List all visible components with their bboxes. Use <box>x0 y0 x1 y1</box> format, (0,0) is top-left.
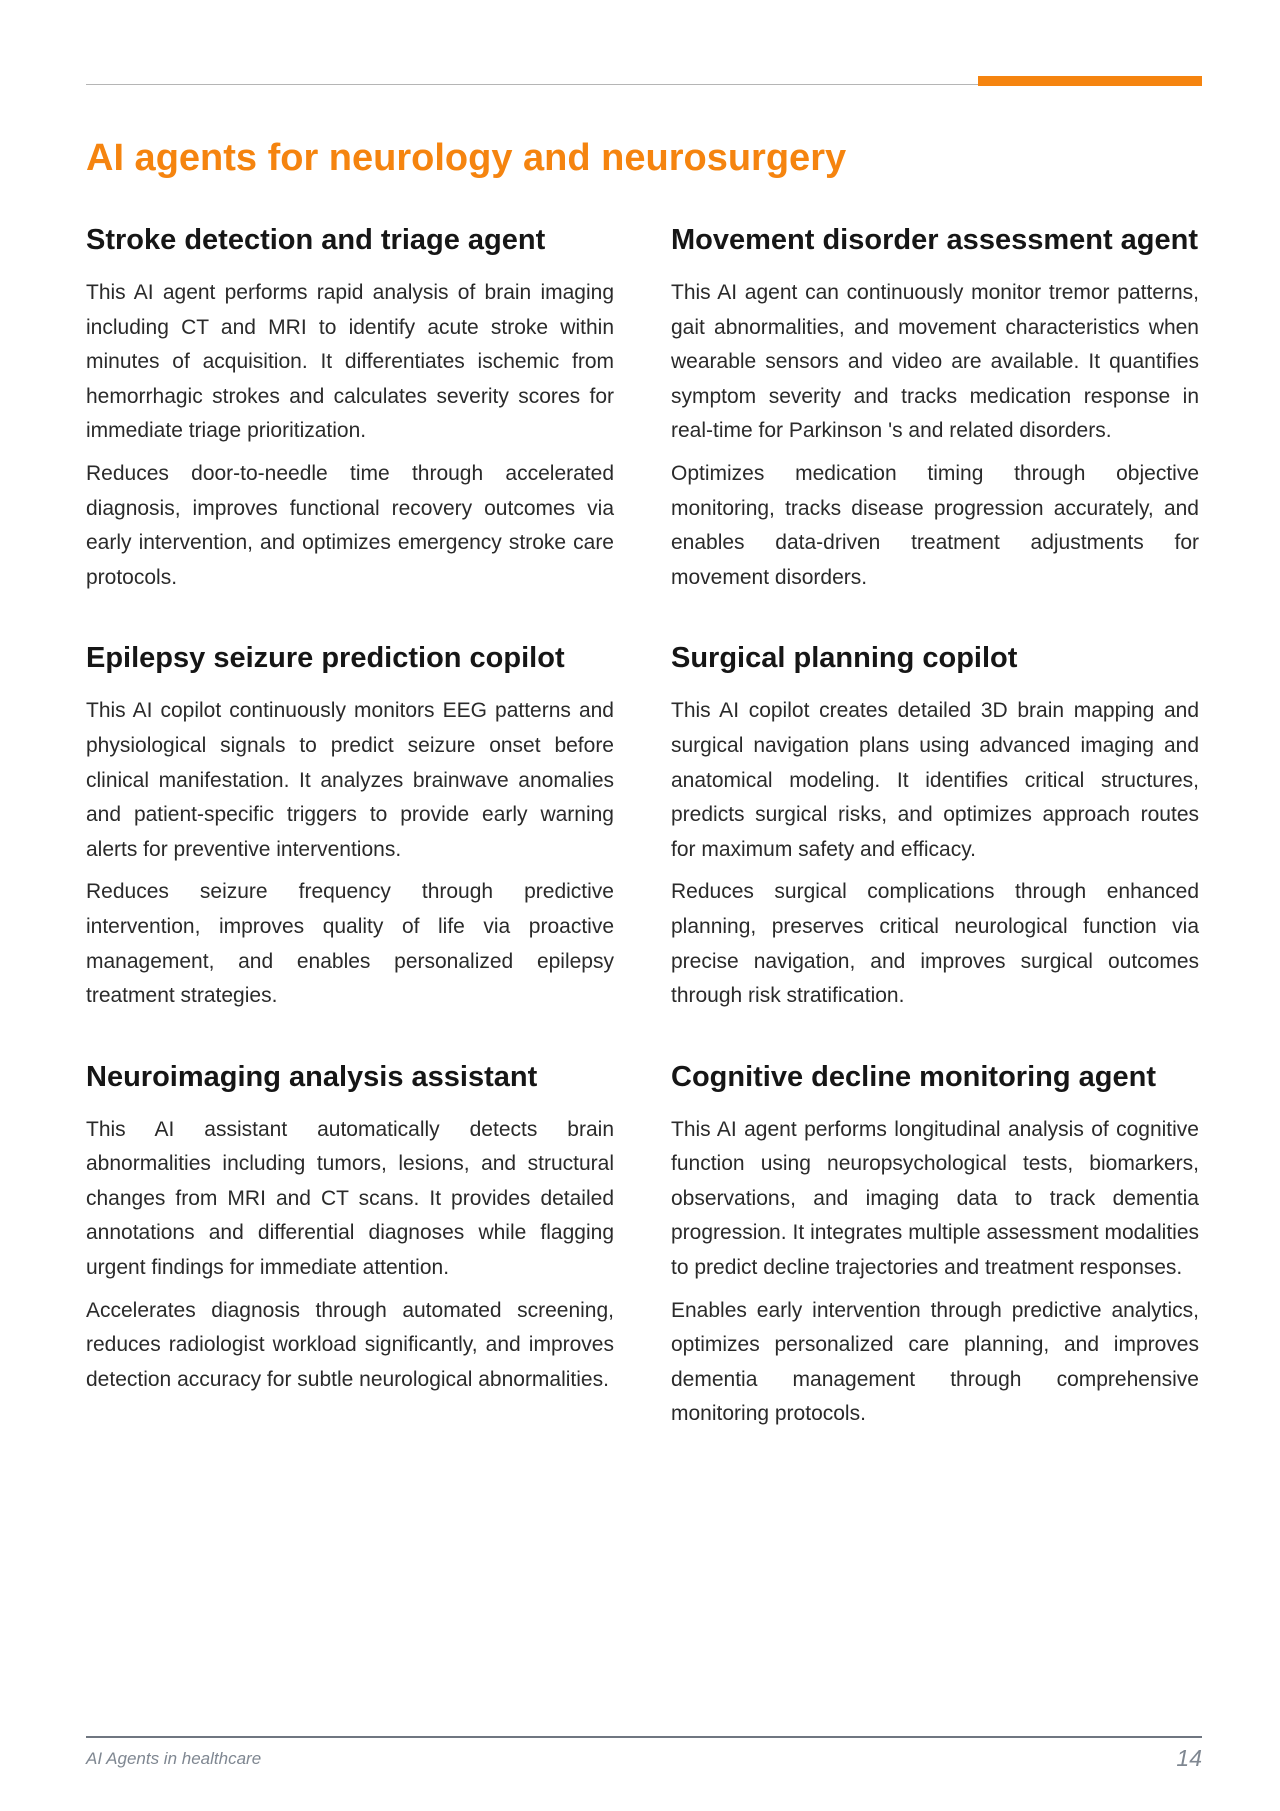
section-cognitive-decline <box>671 1054 1199 1432</box>
header-rule <box>86 84 980 85</box>
section-benefits: Accelerates diagnosis through automated screening, reduces radiologist workload significantly, and improves detection accuracy for subtle neurological abnormalities. <box>86 1298 614 1391</box>
left-column <box>86 217 614 1437</box>
section-surgical-planning <box>671 635 1199 1013</box>
section-benefits: Reduces surgical complications through enhanced planning, preserves critical neurological function via precise navigation, and improves surgical outcomes through risk stratification. <box>671 880 1199 1008</box>
section-benefits: Enables early intervention through predictive analytics, optimizes personalized care planning, and improves dementia management through comprehensive monitoring protocols. <box>671 1298 1199 1426</box>
section-description: This AI agent performs longitudinal analysis of cognitive function using neuropsychological tests, biomarkers, observations, and imaging data to track dementia progression. It integrates multiple assessment modalities to predict decline trajectories and treatment responses. <box>671 1117 1199 1280</box>
section-neuroimaging-analysis <box>86 1054 614 1398</box>
section-title: Neuroimaging analysis assistant <box>86 1060 538 1093</box>
section-stroke-detection <box>86 217 614 595</box>
section-description: This AI agent performs rapid analysis of brain imaging including CT and MRI to identify acute stroke within minutes of acquisition. It differentiates ischemic from hemorrhagic strokes and calculates severity scores for immediate triage prioritization. <box>86 281 614 443</box>
section-title: Stroke detection and triage agent <box>86 224 546 256</box>
section-description: This AI copilot continuously monitors EEG patterns and physiological signals to predict seizure onset before clinical manifestation. It analyzes brainwave anomalies and patient-specific triggers to provide early warning alerts for preventive interventions. <box>86 699 614 861</box>
section-title: Cognitive decline monitoring agent <box>671 1060 1156 1093</box>
section-movement-disorder <box>671 217 1199 595</box>
section-epilepsy-prediction <box>86 635 614 1013</box>
section-description: This AI copilot creates detailed 3D brain mapping and surgical navigation plans using advanced imaging and anatomical modeling. It identifies critical structures, predicts surgical risks, and optimizes approach routes for maximum safety and efficacy. <box>671 699 1199 861</box>
section-benefits: Reduces door-to-needle time through accelerated diagnosis, improves functional recovery outcomes via early intervention, and optimizes emergency stroke care protocols. <box>86 461 614 589</box>
section-benefits: Optimizes medication timing through objective monitoring, tracks disease progression accurately, and enables data-driven treatment adjustments for movement disorders. <box>671 461 1199 589</box>
footer-rule <box>86 1736 1202 1738</box>
header-accent-bar <box>978 76 1202 86</box>
page-number: 14 <box>1176 1745 1202 1771</box>
section-description: This AI assistant automatically detects brain abnormalities including tumors, lesions, and structural changes from MRI and CT scans. It provides detailed annotations and differential diagnoses while flagging urgent findings for immediate attention. <box>86 1117 614 1280</box>
section-title: Surgical planning copilot <box>671 642 1018 675</box>
page-title: AI agents for neurology and neurosurgery <box>86 137 847 179</box>
section-title: Epilepsy seizure prediction copilot <box>86 642 565 675</box>
footer-document-title: AI Agents in healthcare <box>86 1749 262 1768</box>
section-benefits: Reduces seizure frequency through predictive intervention, improves quality of life via proactive management, and enables personalized epilepsy treatment strategies. <box>86 880 614 1008</box>
section-title: Movement disorder assessment agent <box>671 224 1199 256</box>
section-description: This AI agent can continuously monitor tremor patterns, gait abnormalities, and movement characteristics when wearable sensors and video are available. It quantifies symptom severity and tracks medication response in real-time for Parkinson 's and related disorders. <box>671 281 1199 443</box>
right-column <box>671 217 1199 1472</box>
